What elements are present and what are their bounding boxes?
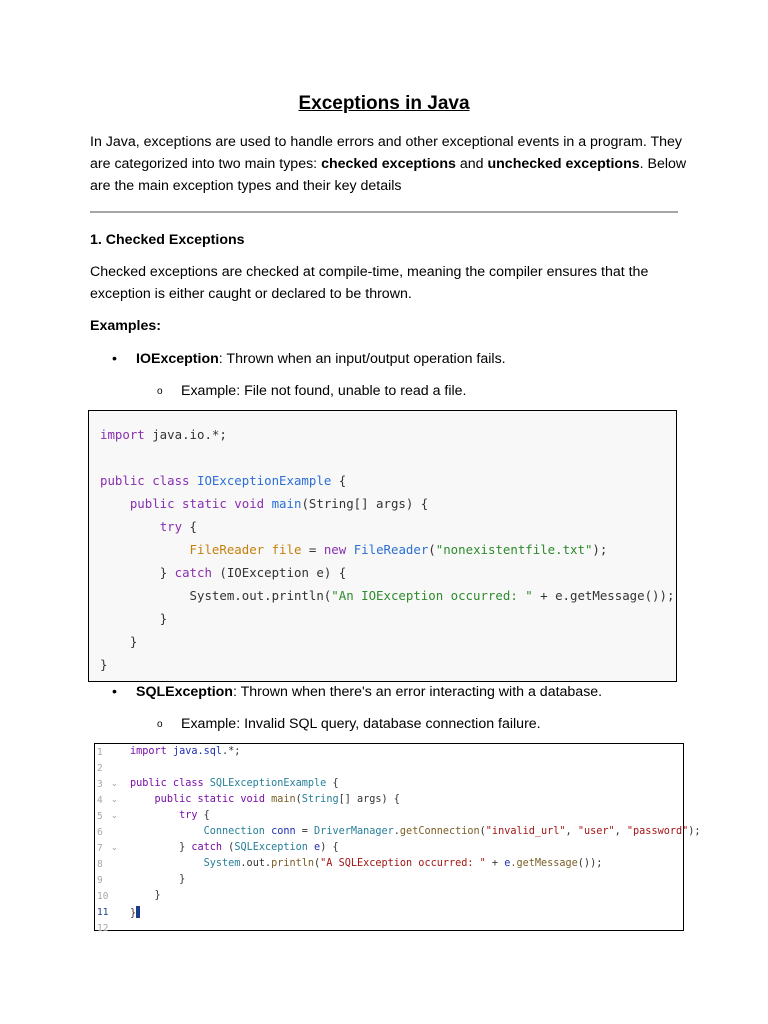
line-number: 3	[97, 779, 103, 790]
sub-list-item	[157, 380, 467, 403]
code-line: System.out.println("A SQLException occurred: " + e.getMessage());	[203, 858, 603, 869]
code-block-ioexception	[88, 410, 677, 682]
list-item-sqlexception	[112, 681, 602, 703]
line-number: 7	[97, 843, 103, 854]
sub-list-item	[157, 713, 541, 736]
list-item-name: IOException	[136, 351, 219, 367]
line-number: 5	[97, 811, 103, 822]
fold-chevron-icon[interactable]: ⌄	[111, 779, 118, 788]
section-description: Checked exceptions are checked at compile-time, meaning the compiler ensures that the exception is either caught or declared to be thrown.	[90, 264, 649, 302]
code-line: }	[179, 874, 186, 885]
section-heading: 1. Checked Exceptions	[90, 232, 245, 248]
code-editor-screenshot	[94, 743, 701, 934]
code-line: } catch (SQLException e) {	[179, 842, 339, 853]
line-number: 8	[97, 859, 103, 870]
line-number: 2	[97, 763, 103, 774]
fold-chevron-icon[interactable]: ⌄	[111, 811, 118, 820]
fold-chevron-icon[interactable]: ⌄	[111, 795, 118, 804]
code-line: Connection conn = DriverManager.getConnection("invalid_url", "user", "password");	[203, 826, 701, 837]
list-item-ioexception	[112, 348, 506, 370]
list-item-description: : Thrown when there's an error interacting with a database.	[232, 684, 603, 700]
fold-chevron-icon[interactable]: ⌄	[111, 843, 118, 852]
line-number: 10	[97, 891, 109, 902]
code-line: }	[154, 890, 161, 901]
intro-text-1: In Java, exceptions are used to handle errors and other exceptional events in a program. They are categorized into two main types:	[90, 134, 683, 172]
intro-bold-unchecked: unchecked exceptions	[487, 156, 640, 172]
code-listing: import java.io.*; public class IOExceptionExample { public static void main(String[] args) { try { FileReader file = new FileReader("nonexistentfile.txt"); } catch (IOException e) { System.out.println("An IOException occurred: " + e.getMessage()); } } }	[100, 427, 675, 672]
intro-paragraph	[90, 131, 690, 197]
line-number-current: 11	[97, 907, 109, 918]
code-line: public class SQLExceptionExample {	[130, 778, 339, 789]
line-number: 4	[97, 795, 103, 806]
line-number: 1	[97, 747, 103, 758]
bullet-icon: •	[112, 684, 117, 700]
code-line-current[interactable]: }	[130, 906, 140, 919]
code-line: try {	[179, 810, 210, 821]
code-line: import java.sql.*;	[130, 746, 241, 757]
line-number: 12	[97, 923, 109, 934]
sub-list-item-text: Example: File not found, unable to read a file.	[181, 383, 467, 399]
list-item-description: : Thrown when an input/output operation fails.	[218, 351, 506, 367]
list-item-name: SQLException	[136, 684, 233, 700]
line-number: 9	[97, 875, 103, 886]
circle-bullet-icon: o	[157, 719, 163, 730]
sub-list-item-text: Example: Invalid SQL query, database connection failure.	[181, 716, 541, 732]
code-line: public static void main(String[] args) {	[154, 794, 400, 805]
document-title: Exceptions in Java	[298, 93, 470, 114]
examples-label: Examples:	[90, 318, 161, 334]
intro-bold-checked: checked exceptions	[321, 156, 456, 172]
intro-text-3: . Below are the main exception types and their key details	[90, 156, 687, 194]
bullet-icon: •	[112, 351, 117, 367]
intro-text-2: and	[455, 156, 488, 172]
line-number: 6	[97, 827, 103, 838]
horizontal-divider	[90, 211, 678, 213]
text-cursor	[136, 906, 140, 918]
circle-bullet-icon: o	[157, 386, 163, 397]
